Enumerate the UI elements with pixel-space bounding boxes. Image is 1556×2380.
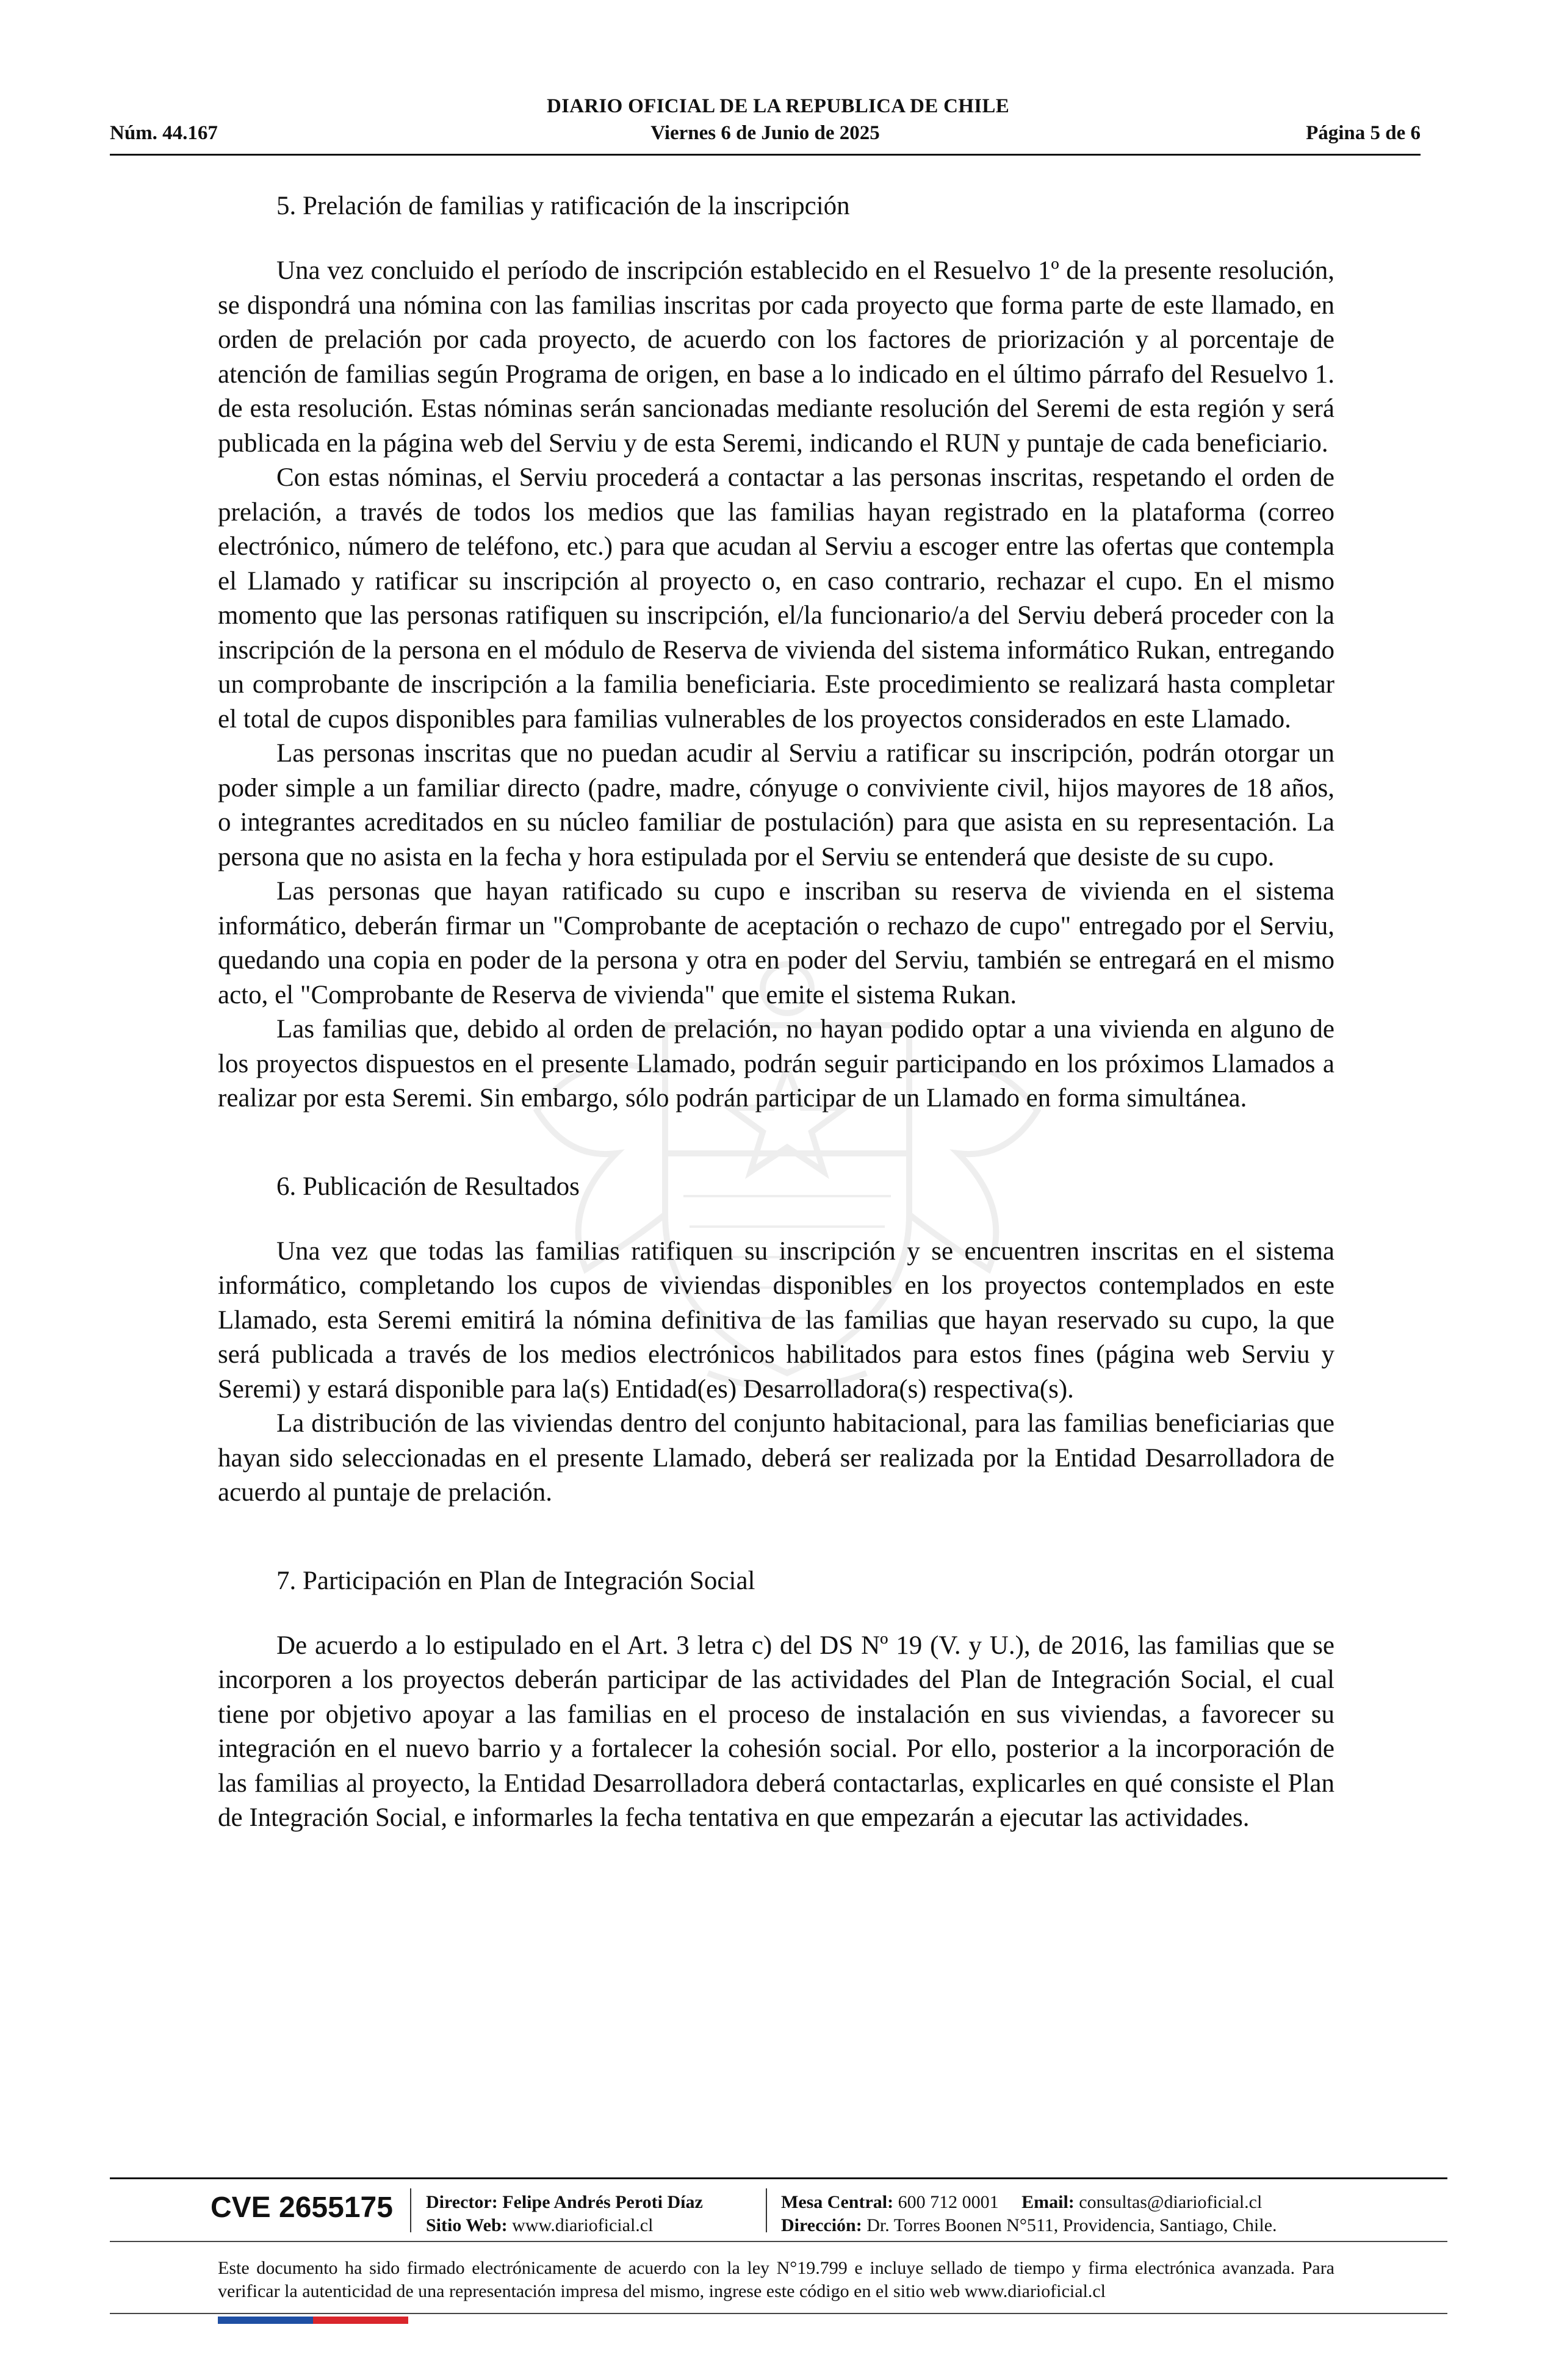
signature-notice: Este documento ha sido firmado electrónicamente de acuerdo con la ley N°19.799 e incluye sellado de tiempo y firma electrónica avanzada. Para verificar la autenticidad de una representación impresa del mismo, ingrese este código en el sitio web www.diarioficial.cl bbox=[218, 2258, 1334, 2301]
phone-value: 600 712 0001 bbox=[898, 2192, 999, 2212]
publication-title: DIARIO OFICIAL DE LA REPUBLICA DE CHILE bbox=[546, 95, 1010, 117]
section-5-paragraph-5: Las familias que, debido al orden de prelación, no hayan podido optar a una vivienda en alguno de los proyectos dispuestos en el presente Llamado, podrán seguir participando en los próximos Llamados a realizar por esta Seremi. Sin embargo, sólo podrán participar de un Llamado en forma simultánea. bbox=[218, 1015, 1334, 1112]
section-5-paragraph-1: Una vez concluido el período de inscripción establecido en el Resuelvo 1º de la presente resolución, se dispondrá una nómina con las familias inscritas por cada proyecto que forma parte de este llamado, en orden de prelación por cada proyecto, de acuerdo con los factores de priorización y al porcentaje de atención de familias según Programa de origen, en base a lo indicado en el último párrafo del Resuelvo 1. de esta resolución. Estas nóminas serán sancionadas mediante resolución del Seremi de esta región y será publicada en la página web del Serviu y de esta Seremi, indicando el RUN y puntaje de cada beneficiario. bbox=[218, 256, 1334, 458]
flag-red-stripe bbox=[313, 2317, 408, 2324]
header-row bbox=[110, 122, 1421, 149]
section-6-paragraph-1: Una vez que todas las familias ratifiquen su inscripción y se encuentren inscritas en el sistema informático, completando los cupos de viviendas disponibles en los proyectos contemplados en este Llamado, esta Seremi emitirá la nómina definitiva de las familias que hayan reservado su cupo, la que será publicada a través de los medios electrónicos habilitados para estos fines (página web Serviu y Seremi) y estará disponible para la(s) Entidad(es) Desarrolladora(s) respectiva(s). bbox=[218, 1236, 1334, 1404]
email-label: Email: bbox=[1021, 2192, 1075, 2212]
website-link[interactable]: www.diarioficial.cl bbox=[512, 2215, 654, 2235]
section-title-6: 6. Publicación de Resultados bbox=[276, 1172, 580, 1201]
section-5-paragraph-4: Las personas que hayan ratificado su cupo e inscriban su reserva de vivienda en el sistema informático, deberán firmar un "Comprobante de aceptación o rechazo de cupo" entregado por el Serviu, quedando una copia en poder de la persona y otra en poder del Serviu, también se entregará en el mismo acto, el "Comprobante de Reserva de vivienda" que emite el sistema Rukan. bbox=[218, 877, 1334, 1009]
footer-contact-block bbox=[781, 2191, 1277, 2237]
footer-separator bbox=[766, 2188, 767, 2232]
issue-date: Viernes 6 de Junio de 2025 bbox=[650, 122, 880, 144]
phone-label: Mesa Central: bbox=[781, 2192, 894, 2212]
flag-blue-stripe bbox=[218, 2317, 313, 2324]
address-label: Dirección: bbox=[781, 2215, 862, 2235]
section-7-paragraph-1: De acuerdo a lo estipulado en el Art. 3 letra c) del DS Nº 19 (V. y U.), de 2016, las familias que se incorporen a los proyectos deberán participar de las actividades del Plan de Integración Social, el cual tiene por objetivo apoyar a las familias en el proceso de instalación en sus viviendas, a favorecer su integración en el nuevo barrio y a fortalecer la cohesión social. Por ello, posterior a la incorporación de las familias al proyecto, la Entidad Desarrolladora deberá contactarlas, explicarles en qué consiste el Plan de Integración Social, e informarles la fecha tentativa en que empezarán a ejecutar las actividades. bbox=[218, 1631, 1334, 1832]
section-5-paragraph-2: Con estas nóminas, el Serviu procederá a contactar a las personas inscritas, respetando el orden de prelación, a través de todos los medios que las familias hayan registrado en la plataforma (correo electrónico, número de teléfono, etc.) para que acudan al Serviu a escoger entre las ofertas que contempla el Llamado y ratificar su inscripción al proyecto o, en caso contrario, rechazar el cupo. En el mismo momento que las personas ratifiquen su inscripción, el/la funcionario/a del Serviu deberá proceder con la inscripción de la persona en el módulo de Reserva de vivienda del sistema informático Rukan, entregando un comprobante de inscripción a la familia beneficiaria. Este procedimiento se realizará hasta completar el total de cupos disponibles para familias vulnerables de los proyectos considerados en este Llamado. bbox=[218, 463, 1334, 734]
header-divider bbox=[110, 154, 1421, 156]
footer-divider-middle bbox=[110, 2241, 1447, 2242]
document-body bbox=[218, 189, 1334, 1836]
section-title-7: 7. Participación en Plan de Integración Social bbox=[276, 1566, 755, 1595]
website-label: Sitio Web: bbox=[426, 2215, 508, 2235]
director-name: Felipe Andrés Peroti Díaz bbox=[502, 2192, 703, 2212]
chile-flag-stripe bbox=[218, 2317, 408, 2324]
footer-divider-top bbox=[110, 2177, 1447, 2179]
address-value: Dr. Torres Boonen N°511, Providencia, Santiago, Chile. bbox=[866, 2215, 1277, 2235]
footer-divider-bottom bbox=[110, 2313, 1447, 2314]
email-link[interactable]: consultas@diarioficial.cl bbox=[1079, 2192, 1262, 2212]
section-6-paragraph-2: La distribución de las viviendas dentro del conjunto habitacional, para las familias beneficiarias que hayan sido seleccionadas en el presente Llamado, deberá ser realizada por la Entidad Desarrolladora de acuerdo al puntaje de prelación. bbox=[218, 1409, 1334, 1507]
cve-code: CVE 2655175 bbox=[211, 2191, 393, 2224]
issue-number: Núm. 44.167 bbox=[110, 122, 218, 144]
footer-separator bbox=[410, 2188, 411, 2232]
page-indicator: Página 5 de 6 bbox=[1306, 122, 1421, 144]
section-title-5: 5. Prelación de familias y ratificación de la inscripción bbox=[276, 192, 850, 220]
director-label: Director: bbox=[426, 2192, 498, 2212]
footer-director-block bbox=[426, 2191, 703, 2237]
section-5-paragraph-3: Las personas inscritas que no puedan acudir al Serviu a ratificar su inscripción, podrán otorgar un poder simple a un familiar directo (padre, madre, cónyuge o conviviente civil, hijos mayores de 18 años, o integrantes acreditados en su núcleo familiar de postulación) para que asista en su representación. La persona que no asista en la fecha y hora estipulada por el Serviu se entenderá que desiste de su cupo. bbox=[218, 739, 1334, 871]
